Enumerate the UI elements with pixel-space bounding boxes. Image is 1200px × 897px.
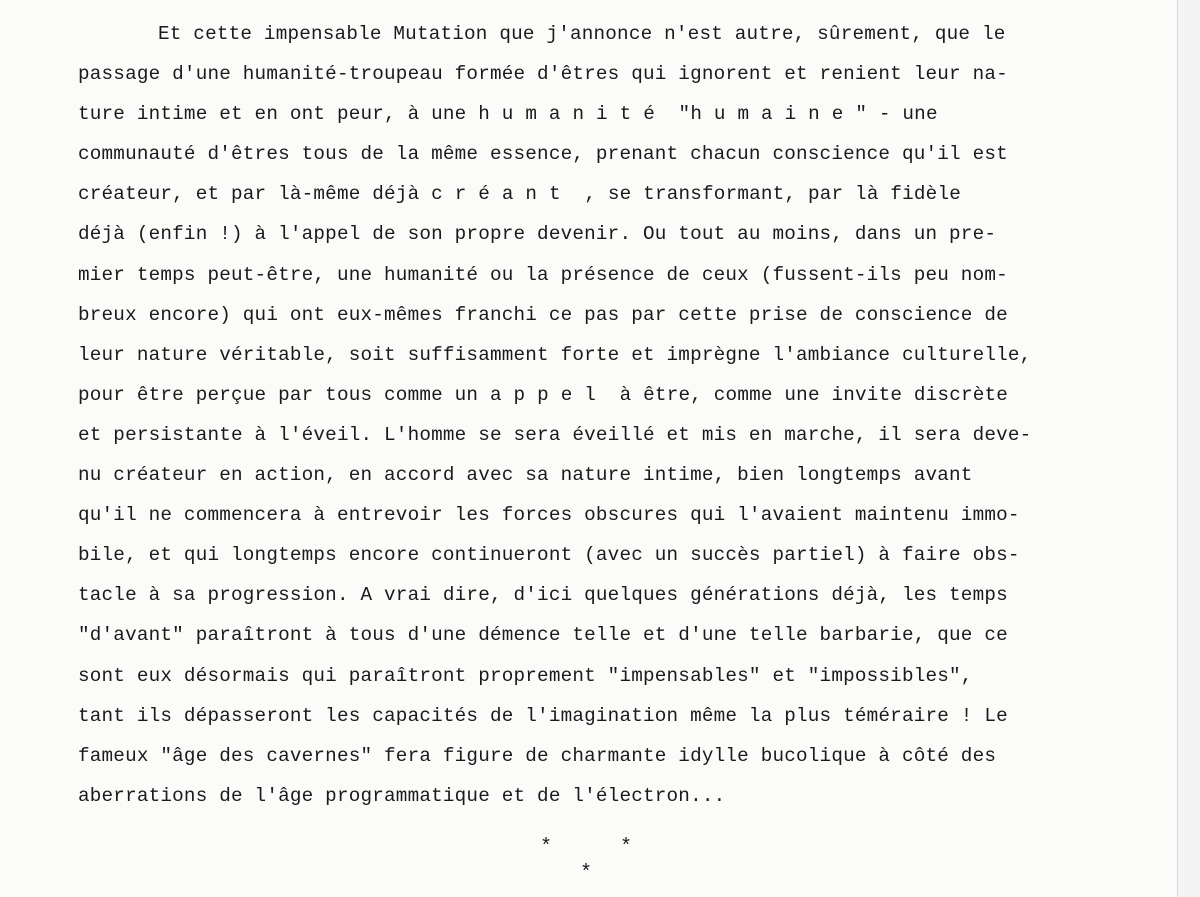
asterisk: * xyxy=(580,862,593,885)
text-line: qu'il ne commencera à entrevoir les forces obscures qui l'avaient maintenu immo- xyxy=(78,504,1020,527)
text-line: bile, et qui longtemps encore continueront (avec un succès partiel) à faire obs- xyxy=(78,544,1020,567)
text-line: nu créateur en action, en accord avec sa nature intime, bien longtemps avant xyxy=(78,464,973,487)
text-line xyxy=(78,98,1158,138)
section-separator xyxy=(540,836,640,886)
text-line: tacle à sa progression. A vrai dire, d'ici quelques générations déjà, les temps xyxy=(78,584,1008,607)
text-line: Et cette impensable Mutation que j'annonce n'est autre, sûrement, que le xyxy=(158,23,1006,45)
text-line: et persistante à l'éveil. L'homme se sera éveillé et mis en marche, il sera deve- xyxy=(78,423,1032,446)
text-line: sont eux désormais qui paraîtront proprement "impensables" et "impossibles", xyxy=(78,664,973,687)
spaced-word: appel xyxy=(489,383,608,406)
text-line: déjà (enfin !) à l'appel de son propre devenir. Ou tout au moins, dans un pre- xyxy=(78,223,997,246)
spaced-word: créant xyxy=(431,183,573,206)
text-fragment: créateur, et par là-même déjà xyxy=(78,183,432,206)
text-line: breux encore) qui ont eux-mêmes franchi ce pas par cette prise de conscience de xyxy=(78,303,1008,326)
text-line: mier temps peut-être, une humanité ou la présence de ceux (fussent-ils peu nom- xyxy=(78,263,1008,286)
text-fragment: pour être perçue par tous comme un xyxy=(78,383,490,406)
text-fragment: , se transformant, par là fidèle xyxy=(572,183,961,206)
spaced-word: humanité xyxy=(478,103,667,126)
spaced-word: humaine xyxy=(690,103,856,126)
asterisk: * xyxy=(540,836,553,859)
text-line: "d'avant" paraîtront à tous d'une démence telle et d'une telle barbarie, que ce xyxy=(78,624,1008,647)
text-fragment: " - une xyxy=(855,103,938,126)
text-line: leur nature véritable, soit suffisamment forte et imprègne l'ambiance culturelle, xyxy=(78,343,1032,366)
text-line xyxy=(78,178,1158,218)
text-fragment: ture intime et en ont peur, à une xyxy=(78,103,479,126)
text-line: communauté d'êtres tous de la même essence, prenant chacun conscience qu'il est xyxy=(78,143,1008,166)
text-fragment: " xyxy=(666,103,691,126)
text-line: tant ils dépasseront les capacités de l'imagination même la plus téméraire ! Le xyxy=(78,704,1008,727)
asterisk: * xyxy=(620,836,633,859)
paragraph xyxy=(78,18,1158,820)
viewer-scrollbar[interactable] xyxy=(1177,0,1200,897)
text-line: passage d'une humanité-troupeau formée d'êtres qui ignorent et renient leur na- xyxy=(78,63,1008,86)
text-line: aberrations de l'âge programmatique et de l'électron... xyxy=(78,784,726,807)
text-line: fameux "âge des cavernes" fera figure de charmante idylle bucolique à côté des xyxy=(78,744,997,767)
text-line xyxy=(78,379,1158,419)
text-fragment: à être, comme une invite discrète xyxy=(607,383,1009,406)
